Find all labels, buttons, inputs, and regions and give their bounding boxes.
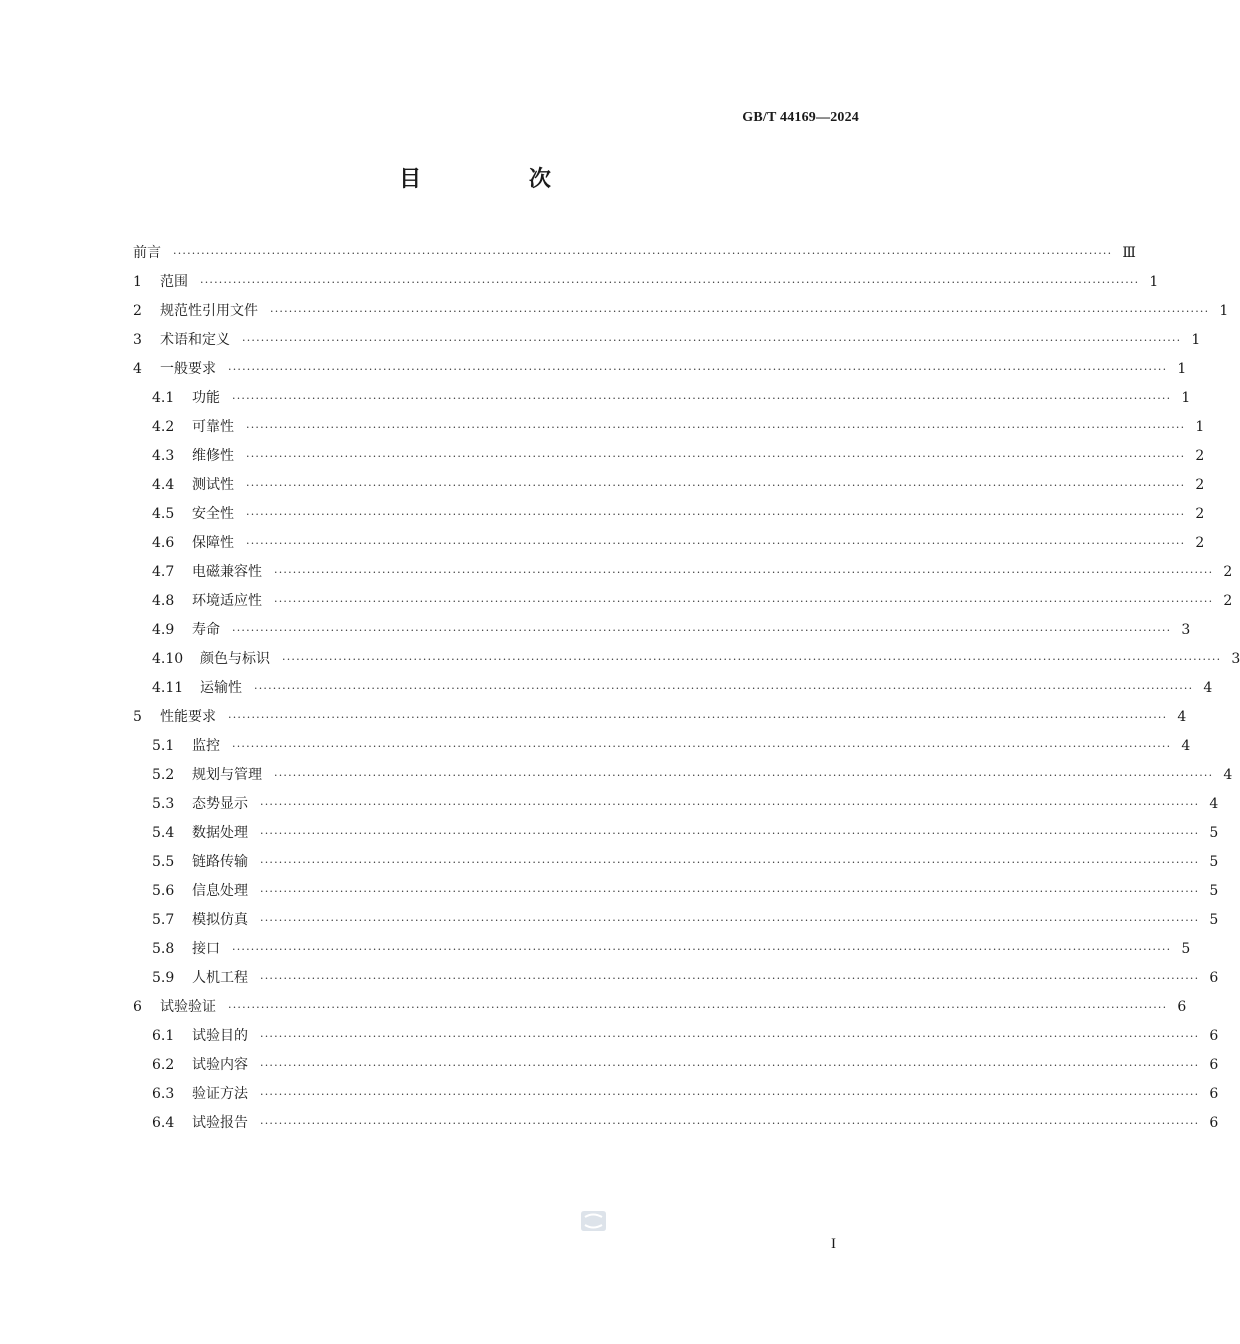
toc-entry-page: 5 — [1209, 825, 1219, 841]
toc-entry-page: 4 — [1177, 709, 1187, 725]
toc-entry-number: 4.10 — [152, 651, 184, 667]
toc-entry-number: 4.4 — [152, 477, 175, 493]
toc-entry-number: 4.2 — [152, 419, 175, 435]
toc-entry-number: 6.1 — [152, 1028, 175, 1044]
standard-code: GB/T 44169—2024 — [742, 110, 859, 125]
toc-entry-number: 6 — [133, 999, 142, 1015]
toc-entry-page: 1 — [1191, 332, 1201, 348]
toc-entry-number: 4.6 — [152, 535, 175, 551]
toc-entry-number: 5.2 — [152, 767, 175, 783]
toc-entry-title: 运输性 — [200, 680, 242, 696]
toc-entry-page: 6 — [1177, 999, 1187, 1015]
toc-entry-title: 接口 — [192, 941, 220, 957]
toc-entry-page: 1 — [1177, 361, 1187, 377]
toc-entry[interactable] — [133, 935, 1191, 964]
dot-leader: ········································································································································································································ — [246, 421, 1186, 434]
dot-leader: ········································································································································································································ — [274, 769, 1214, 782]
page-number: I — [831, 1236, 836, 1252]
toc-entry-title: 前言 — [133, 245, 161, 261]
toc-entry[interactable] — [133, 674, 1213, 703]
toc-entry[interactable] — [133, 732, 1191, 761]
toc-entry-page: 5 — [1209, 912, 1219, 928]
toc-entry[interactable] — [133, 587, 1233, 616]
toc-entry-number: 6.2 — [152, 1057, 175, 1073]
toc-entry[interactable] — [133, 1080, 1219, 1109]
toc-entry-page: 4 — [1223, 767, 1233, 783]
dot-leader: ········································································································································································································ — [260, 1088, 1200, 1101]
toc-entry-title: 验证方法 — [192, 1086, 248, 1102]
dot-leader: ········································································································································································································ — [242, 334, 1182, 347]
toc-entry-page: 2 — [1195, 477, 1205, 493]
sac-logo-icon — [580, 1209, 607, 1233]
toc-entry-page: 2 — [1195, 535, 1205, 551]
toc-entry-title: 一般要求 — [160, 361, 216, 377]
toc-entry-page: 6 — [1209, 1057, 1219, 1073]
toc-entry-number: 4.5 — [152, 506, 175, 522]
dot-leader: ········································································································································································································ — [246, 537, 1186, 550]
toc-entry-page: 6 — [1209, 1028, 1219, 1044]
toc-entry-title: 态势显示 — [192, 796, 248, 812]
toc-entry-title: 试验目的 — [192, 1028, 248, 1044]
toc-entry-title: 颜色与标识 — [200, 651, 270, 667]
page-title: 目 次 — [399, 167, 601, 192]
dot-leader: ········································································································································································································ — [228, 711, 1168, 724]
dot-leader: ········································································································································································································ — [260, 1117, 1200, 1130]
toc-entry-page: 6 — [1209, 1115, 1219, 1131]
toc-entry-page: Ⅲ — [1122, 245, 1136, 261]
toc-entry[interactable] — [133, 790, 1219, 819]
toc-entry-number: 4.1 — [152, 390, 175, 406]
toc-entry[interactable] — [133, 761, 1233, 790]
toc-entry[interactable] — [133, 355, 1187, 384]
toc-entry[interactable] — [133, 848, 1219, 877]
table-of-contents — [133, 239, 1240, 1138]
dot-leader: ········································································································································································································ — [260, 1030, 1200, 1043]
toc-entry-page: 2 — [1195, 448, 1205, 464]
toc-entry[interactable] — [133, 1051, 1219, 1080]
dot-leader: ········································································································································································································ — [232, 392, 1172, 405]
toc-entry[interactable] — [133, 964, 1219, 993]
dot-leader: ········································································································································································································ — [260, 972, 1200, 985]
toc-entry-title: 环境适应性 — [192, 593, 262, 609]
dot-leader: ········································································································································································································ — [228, 1001, 1168, 1014]
toc-entry-title: 安全性 — [192, 506, 234, 522]
toc-entry-number: 3 — [133, 332, 142, 348]
dot-leader: ········································································································································································································ — [200, 276, 1140, 289]
toc-entry-title: 维修性 — [192, 448, 234, 464]
toc-entry-number: 5.9 — [152, 970, 175, 986]
toc-entry-number: 5.1 — [152, 738, 175, 754]
toc-entry-page: 4 — [1181, 738, 1191, 754]
dot-leader: ········································································································································································································ — [260, 885, 1200, 898]
dot-leader: ········································································································································································································ — [274, 595, 1214, 608]
toc-entry[interactable] — [133, 297, 1229, 326]
toc-entry[interactable] — [133, 413, 1205, 442]
toc-entry-page: 1 — [1181, 390, 1191, 406]
dot-leader: ········································································································································································································ — [228, 363, 1168, 376]
toc-entry-title: 范围 — [160, 274, 188, 290]
dot-leader: ········································································································································································································ — [173, 247, 1113, 260]
toc-entry[interactable] — [133, 616, 1191, 645]
dot-leader: ········································································································································································································ — [246, 508, 1186, 521]
toc-entry-number: 2 — [133, 303, 142, 319]
toc-entry-number: 5.4 — [152, 825, 175, 841]
dot-leader: ········································································································································································································ — [232, 624, 1172, 637]
toc-entry-number: 5.7 — [152, 912, 175, 928]
toc-entry-title: 测试性 — [192, 477, 234, 493]
dot-leader: ········································································································································································································ — [260, 914, 1200, 927]
dot-leader: ········································································································································································································ — [232, 943, 1172, 956]
toc-entry-number: 1 — [133, 274, 142, 290]
toc-entry-title: 性能要求 — [160, 709, 216, 725]
toc-entry-number: 5.3 — [152, 796, 175, 812]
dot-leader: ········································································································································································································ — [274, 566, 1214, 579]
toc-entry-title: 监控 — [192, 738, 220, 754]
toc-entry[interactable] — [133, 1022, 1219, 1051]
toc-entry-number: 4.7 — [152, 564, 175, 580]
toc-entry-title: 规范性引用文件 — [160, 303, 258, 319]
toc-entry-title: 试验报告 — [192, 1115, 248, 1131]
toc-entry-title: 试验验证 — [160, 999, 216, 1015]
dot-leader: ········································································································································································································ — [270, 305, 1210, 318]
toc-entry-number: 6.4 — [152, 1115, 175, 1131]
toc-entry-title: 寿命 — [192, 622, 220, 638]
toc-entry-number: 4.11 — [152, 680, 184, 696]
dot-leader: ········································································································································································································ — [260, 856, 1200, 869]
toc-entry-title: 电磁兼容性 — [192, 564, 262, 580]
toc-entry[interactable] — [133, 239, 1136, 268]
toc-entry-number: 4.3 — [152, 448, 175, 464]
dot-leader: ········································································································································································································ — [260, 827, 1200, 840]
toc-entry-title: 信息处理 — [192, 883, 248, 899]
toc-entry[interactable] — [133, 993, 1187, 1022]
toc-entry-title: 术语和定义 — [160, 332, 230, 348]
toc-entry-number: 5 — [133, 709, 142, 725]
toc-entry[interactable] — [133, 906, 1219, 935]
dot-leader: ········································································································································································································ — [232, 740, 1172, 753]
toc-entry-title: 人机工程 — [192, 970, 248, 986]
toc-entry-page: 3 — [1181, 622, 1191, 638]
toc-entry-title: 链路传输 — [192, 854, 248, 870]
toc-entry-page: 5 — [1209, 854, 1219, 870]
toc-entry-title: 功能 — [192, 390, 220, 406]
toc-entry-page: 2 — [1223, 564, 1233, 580]
toc-entry[interactable] — [133, 442, 1205, 471]
dot-leader: ········································································································································································································ — [260, 1059, 1200, 1072]
toc-entry-number: 4.8 — [152, 593, 175, 609]
toc-entry-number: 4.9 — [152, 622, 175, 638]
toc-entry-title: 数据处理 — [192, 825, 248, 841]
toc-entry-page: 6 — [1209, 970, 1219, 986]
toc-entry-page: 3 — [1231, 651, 1240, 667]
dot-leader: ········································································································································································································ — [260, 798, 1200, 811]
toc-entry[interactable] — [133, 558, 1233, 587]
dot-leader: ········································································································································································································ — [246, 479, 1186, 492]
toc-entry[interactable] — [133, 326, 1201, 355]
toc-entry-number: 5.5 — [152, 854, 175, 870]
toc-entry-page: 5 — [1181, 941, 1191, 957]
toc-entry[interactable] — [133, 819, 1219, 848]
toc-entry-title: 可靠性 — [192, 419, 234, 435]
toc-entry-number: 4 — [133, 361, 142, 377]
toc-entry[interactable] — [133, 268, 1159, 297]
toc-entry-page: 1 — [1149, 274, 1159, 290]
toc-entry-page: 2 — [1195, 506, 1205, 522]
toc-entry[interactable] — [133, 500, 1205, 529]
toc-entry[interactable] — [133, 384, 1191, 413]
dot-leader: ········································································································································································································ — [246, 450, 1186, 463]
toc-entry-title: 试验内容 — [192, 1057, 248, 1073]
toc-entry-page: 4 — [1203, 680, 1213, 696]
toc-entry-page: 1 — [1195, 419, 1205, 435]
toc-entry-page: 1 — [1219, 303, 1229, 319]
toc-entry[interactable] — [133, 703, 1187, 732]
toc-entry[interactable] — [133, 645, 1240, 674]
toc-entry-page: 2 — [1223, 593, 1233, 609]
toc-entry-title: 保障性 — [192, 535, 234, 551]
toc-entry-page: 4 — [1209, 796, 1219, 812]
toc-entry[interactable] — [133, 471, 1205, 500]
dot-leader: ········································································································································································································ — [282, 653, 1222, 666]
toc-entry-number: 5.8 — [152, 941, 175, 957]
toc-entry-page: 5 — [1209, 883, 1219, 899]
toc-entry-page: 6 — [1209, 1086, 1219, 1102]
toc-entry-number: 6.3 — [152, 1086, 175, 1102]
dot-leader: ········································································································································································································ — [254, 682, 1194, 695]
toc-entry[interactable] — [133, 877, 1219, 906]
toc-entry-title: 模拟仿真 — [192, 912, 248, 928]
toc-entry[interactable] — [133, 529, 1205, 558]
toc-entry[interactable] — [133, 1109, 1219, 1138]
toc-entry-number: 5.6 — [152, 883, 175, 899]
toc-entry-title: 规划与管理 — [192, 767, 262, 783]
